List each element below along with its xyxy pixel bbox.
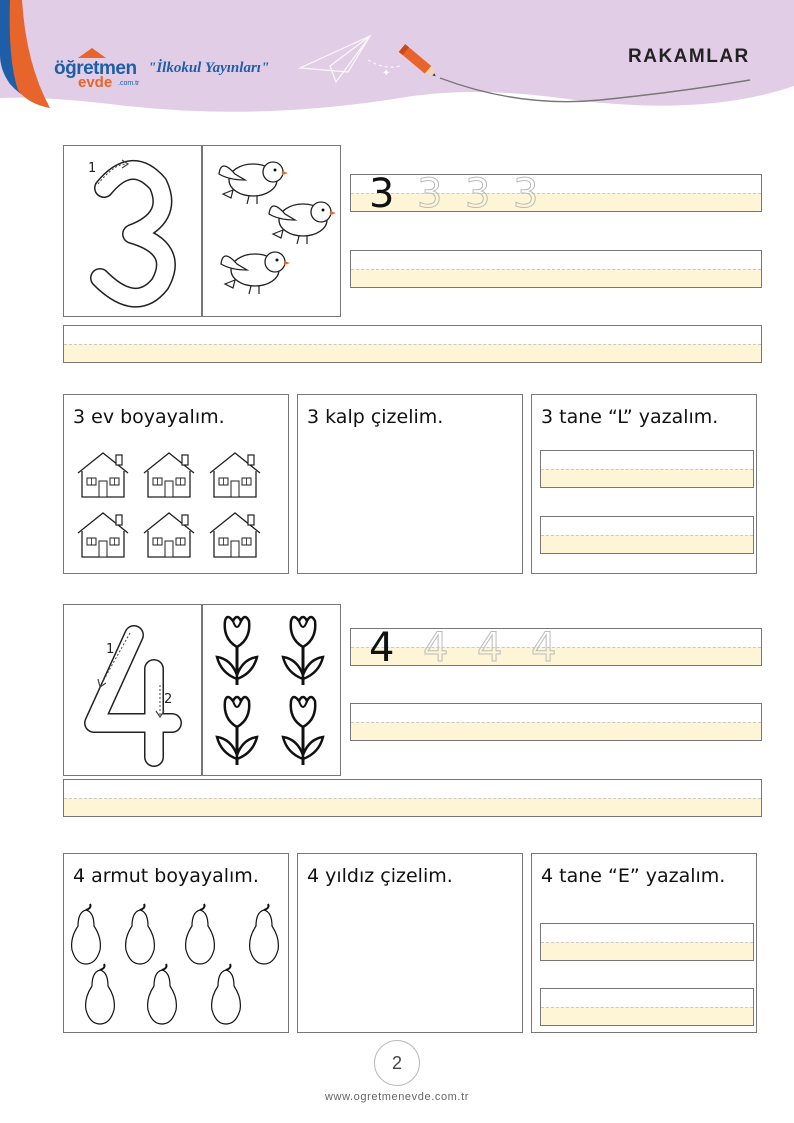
trace-digit: 4 xyxy=(477,625,503,671)
stroke-order-number: 2 xyxy=(164,692,173,707)
pear-icon xyxy=(86,964,115,1024)
tracing-line-4[interactable] xyxy=(350,625,762,671)
task-draw-hearts[interactable] xyxy=(297,394,523,574)
house-icon xyxy=(78,453,128,497)
pear-icon xyxy=(250,904,279,964)
svg-text:✦: ✦ xyxy=(382,68,391,79)
pears-group[interactable] xyxy=(66,902,286,1028)
writing-line[interactable] xyxy=(540,923,754,961)
writing-line[interactable] xyxy=(540,450,754,488)
digit-3-box xyxy=(63,145,202,317)
houses-group[interactable] xyxy=(72,445,280,565)
page-number: 2 xyxy=(374,1040,420,1086)
task-color-pears xyxy=(63,853,289,1033)
bird-icon xyxy=(219,162,288,204)
tulip-icon xyxy=(283,617,323,685)
task-label: 3 kalp çizelim. xyxy=(307,406,444,428)
task-label: 4 armut boyayalım. xyxy=(73,865,259,887)
pear-icon xyxy=(212,964,241,1024)
writing-line-wide[interactable] xyxy=(63,779,762,817)
writing-line[interactable] xyxy=(540,516,754,554)
writing-line[interactable] xyxy=(350,250,762,288)
trace-digit: 3 xyxy=(417,171,443,217)
writing-line-wide[interactable] xyxy=(63,325,762,363)
trace-digit: 3 xyxy=(513,171,539,217)
house-icon xyxy=(144,513,194,557)
birds-picture-box xyxy=(202,145,341,317)
house-icon xyxy=(78,513,128,557)
pear-icon xyxy=(72,904,101,964)
task-draw-stars[interactable] xyxy=(297,853,523,1033)
tulips-picture-box xyxy=(202,604,341,776)
task-label: 3 ev boyayalım. xyxy=(73,406,225,428)
tracing-line-3[interactable] xyxy=(350,171,762,217)
trace-digit: 4 xyxy=(531,625,557,671)
stroke-order-number: 1 xyxy=(88,161,97,176)
house-icon xyxy=(210,453,260,497)
page-title: RAKAMLAR xyxy=(628,46,750,67)
trace-digit: 4 xyxy=(423,625,449,671)
bird-icon xyxy=(221,252,290,294)
trace-digit: 3 xyxy=(465,171,491,217)
tagline: "İlkokul Yayınları" xyxy=(148,60,270,76)
task-label: 4 tane “E” yazalım. xyxy=(541,865,726,887)
house-icon xyxy=(144,453,194,497)
pear-icon xyxy=(148,964,177,1024)
tulip-icon xyxy=(217,617,257,685)
tulip-icon xyxy=(217,697,257,765)
tulip-icon xyxy=(283,697,323,765)
writing-line[interactable] xyxy=(350,703,762,741)
model-digit: 3 xyxy=(369,171,395,217)
house-icon xyxy=(210,513,260,557)
task-write-letter xyxy=(531,853,757,1033)
brand-name: öğretmen xyxy=(54,58,137,79)
footer-url[interactable]: www.ogretmenevde.com.tr xyxy=(324,1091,470,1103)
digit-4-box xyxy=(63,604,202,776)
model-digit: 4 xyxy=(369,625,395,671)
task-label: 4 yıldız çizelim. xyxy=(307,865,453,887)
task-write-letter xyxy=(531,394,757,574)
task-color-houses xyxy=(63,394,289,574)
bird-icon xyxy=(269,202,336,244)
writing-line[interactable] xyxy=(540,988,754,1026)
pear-icon xyxy=(186,904,215,964)
stroke-order-number: 1 xyxy=(106,642,115,657)
brand-tld: .com.tr xyxy=(118,80,140,87)
task-label: 3 tane “L” yazalım. xyxy=(541,406,719,428)
brand-sub: evde xyxy=(78,74,113,91)
pear-icon xyxy=(126,904,155,964)
